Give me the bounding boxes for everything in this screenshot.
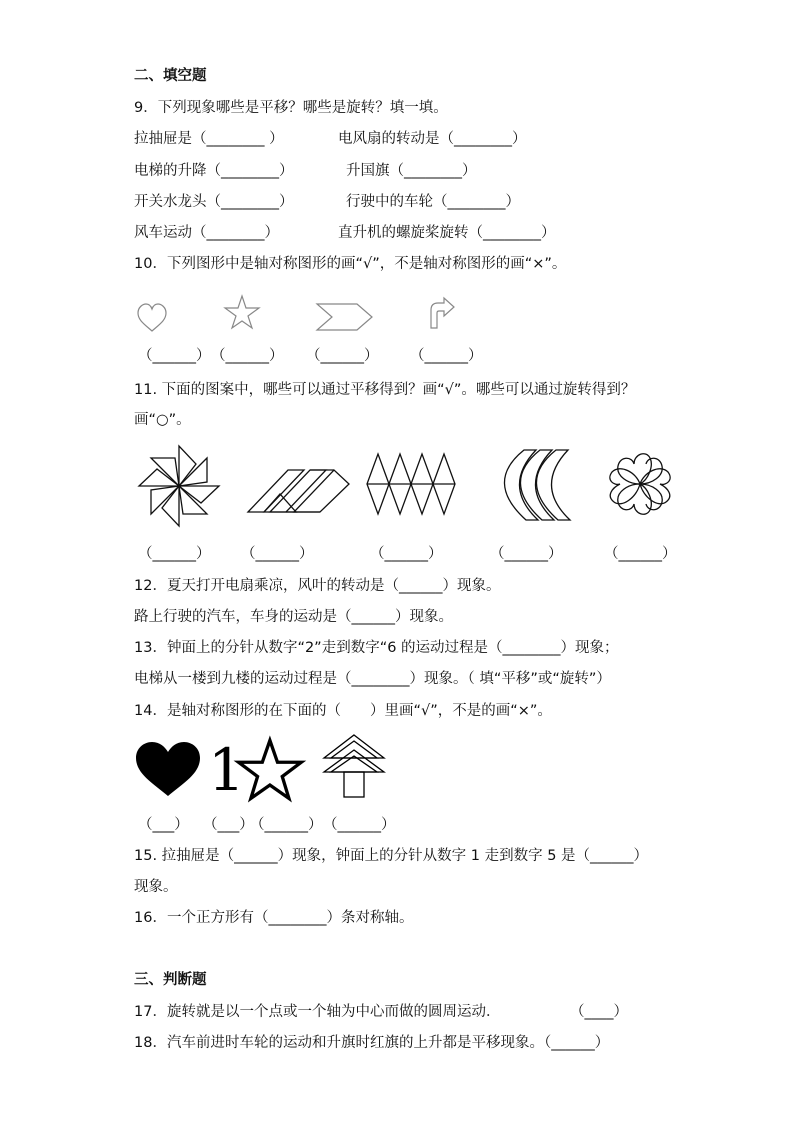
- q11-blank: （______）: [490, 546, 563, 562]
- q9-item-wheel: 行驶中的车轮（________）: [346, 194, 520, 210]
- turn-arrow-icon: [431, 298, 454, 328]
- q10-blank: （______）: [138, 348, 211, 364]
- q9-item-propeller: 直升机的螺旋桨旋转（________）: [338, 225, 556, 241]
- question-18: 18．汽车前进时车轮的运动和升旗时红旗的上升都是平移现象。（______）: [134, 1035, 610, 1051]
- digit-one: 1: [208, 736, 245, 804]
- q14-blank: （______）: [250, 817, 323, 833]
- question-13-line2: 电梯从一楼到九楼的运动过程是（________）现象。（ 填“平移”或“旋转”）: [134, 671, 611, 687]
- question-16: 16．一个正方形有（________）条对称轴。: [134, 910, 414, 926]
- question-12-line2: 路上行驶的汽车，车身的运动是（______）现象。: [134, 609, 453, 625]
- q10-blank: （______）: [306, 348, 379, 364]
- solid-heart-icon: [136, 742, 200, 796]
- q11-blank: （______）: [604, 546, 677, 562]
- question-14-stem: 14．是轴对称图形的在下面的（ ）里画“√”，不是的画“×”。: [134, 703, 552, 719]
- q17-blank: （____）: [570, 1004, 628, 1020]
- q11-blank: （______）: [138, 546, 211, 562]
- q9-item-windmill: 风车运动（________）: [134, 225, 279, 241]
- pinwheel-icon: [139, 446, 219, 526]
- question-15-line1: 15. 拉抽屉是（______）现象，钟面上的分针从数字 1 走到数字 5 是（______）: [134, 848, 649, 864]
- section-title: 三、判断题: [134, 972, 207, 988]
- tree-arrow-icon: [324, 735, 384, 797]
- question-11-stem: 11. 下面的图案中，哪些可以通过平移得到？画“√”。哪些可以通过旋转得到？: [134, 382, 636, 398]
- q9-item-elevator: 电梯的升降（________）: [134, 163, 294, 179]
- q11-blank: （______）: [370, 546, 443, 562]
- q9-item-drawer: 拉抽屉是（________ ）: [134, 131, 284, 147]
- q9-item-faucet: 开关水龙头（________）: [134, 194, 294, 210]
- question-13-line1: 13．钟面上的分针从数字“2”走到数字“6 的运动过程是（________）现象；: [134, 640, 619, 656]
- question-15-line2: 现象。: [134, 879, 178, 895]
- q9-item-flag: 升国旗（________）: [346, 163, 477, 179]
- q9-item-fan: 电风扇的转动是（________）: [338, 131, 527, 147]
- q11-figures: [134, 442, 684, 532]
- question-11-stem-cont: 画“○”。: [134, 412, 191, 428]
- star-outline-icon: [225, 296, 259, 328]
- q11-blank: （______）: [241, 546, 314, 562]
- q14-figures: [134, 732, 394, 804]
- star-bold-icon: [239, 740, 302, 798]
- q10-blank: （______）: [410, 348, 483, 364]
- clover-icon: [610, 454, 670, 515]
- arc-pattern-icon: [504, 450, 570, 520]
- question-10-stem: 10．下列图形中是轴对称图形的画“√”，不是轴对称图形的画“×”。: [134, 256, 567, 272]
- chevron-pattern-icon: [248, 470, 349, 512]
- q14-blank: （___）: [138, 817, 189, 833]
- question-17: 17．旋转就是以一个点或一个轴为中心而做的圆周运动．: [134, 1004, 501, 1020]
- q10-blank: （______）: [211, 348, 284, 364]
- q14-blank: （___）: [203, 817, 254, 833]
- diamond-row-icon: [367, 454, 455, 514]
- q14-blank: （______）: [323, 817, 396, 833]
- question-12-line1: 12．夏天打开电扇乘凉，风叶的转动是（______）现象。: [134, 578, 501, 594]
- section-title: 二、填空题: [134, 68, 207, 84]
- heart-outline-icon: [138, 304, 166, 331]
- chevron-arrow-icon: [317, 304, 372, 330]
- q10-figures: [134, 294, 504, 338]
- question-9-stem: 9．下列现象哪些是平移？哪些是旋转？填一填。: [134, 100, 448, 116]
